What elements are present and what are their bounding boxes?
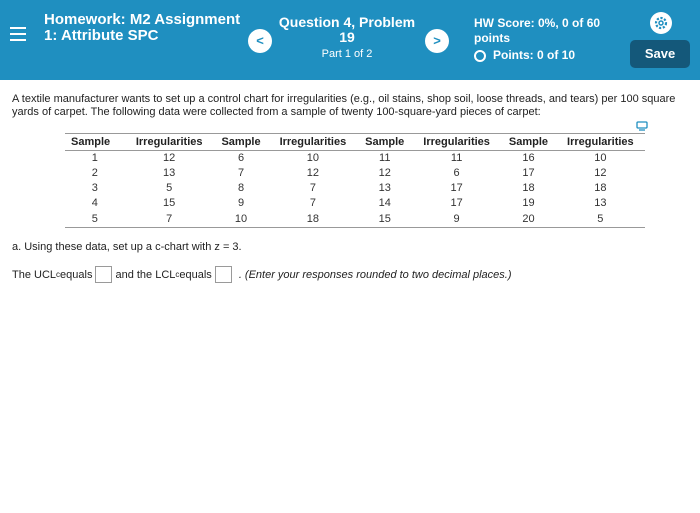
copy-table-icon[interactable] bbox=[636, 121, 648, 131]
settings-gear-button[interactable] bbox=[650, 12, 672, 34]
table-cell: 12 bbox=[163, 152, 176, 165]
table-cell: 17 bbox=[522, 167, 535, 179]
table-cell: 4 bbox=[91, 197, 98, 209]
table-cell: 7 bbox=[309, 197, 316, 209]
column-header: Irregularities bbox=[268, 134, 357, 151]
hw-score: HW Score: 0%, 0 of 60 points bbox=[474, 16, 601, 45]
table-row bbox=[65, 181, 645, 196]
ucl-equals: equals bbox=[60, 268, 93, 281]
table-cell: 19 bbox=[522, 197, 535, 209]
question-info bbox=[272, 15, 422, 60]
column-header: Sample bbox=[501, 134, 555, 151]
table-cell: 10 bbox=[214, 211, 268, 228]
table-cell: 11 bbox=[379, 152, 391, 165]
table-cell: 18 bbox=[594, 182, 607, 194]
table-cell: 18 bbox=[522, 182, 535, 194]
table-cell: 5 bbox=[556, 211, 645, 228]
table-cell: 6 bbox=[237, 152, 245, 165]
table-row bbox=[65, 196, 645, 211]
column-header: Sample bbox=[65, 134, 125, 151]
hamburger-menu-icon[interactable] bbox=[10, 27, 26, 41]
table-cell: 10 bbox=[306, 152, 319, 165]
gear-icon bbox=[653, 15, 669, 31]
table-cell: 7 bbox=[309, 182, 316, 194]
lcl-prefix: and the LCL bbox=[115, 268, 176, 281]
table-cell: 9 bbox=[412, 211, 501, 228]
table-cell: 1 bbox=[91, 152, 98, 165]
table-cell: 7 bbox=[237, 167, 245, 179]
points-label: Points: 0 of 10 bbox=[493, 48, 576, 62]
table-cell: 12 bbox=[306, 167, 319, 179]
previous-question-button[interactable]: < bbox=[248, 29, 272, 53]
table-cell: 16 bbox=[522, 152, 535, 165]
table-header-row bbox=[65, 134, 645, 151]
problem-statement: A textile manufacturer wants to set up a control chart for irregularities (e.g., oil stains, shop soil, loose threads, and tears) per 100 square yards of carpet. The following data were collected from a sample of twenty 100-square-yard pieces of carpet: bbox=[12, 93, 676, 118]
column-header: Sample bbox=[214, 134, 268, 151]
ucl-answer-input[interactable] bbox=[95, 266, 112, 283]
progress-circle-icon bbox=[474, 50, 486, 62]
lcl-answer-input[interactable] bbox=[215, 266, 232, 283]
question-part: Part 1 of 2 bbox=[321, 48, 373, 60]
score-block bbox=[474, 16, 634, 63]
lcl-subscript: c bbox=[175, 270, 180, 279]
homework-title: Homework: M2 Assignment 1: Attribute SPC bbox=[44, 11, 241, 44]
table-cell: 13 bbox=[594, 197, 607, 209]
table-cell: 15 bbox=[163, 197, 176, 209]
table-cell: 17 bbox=[450, 182, 463, 194]
header-bar bbox=[0, 0, 700, 80]
column-header: Sample bbox=[358, 134, 412, 151]
table-cell: 12 bbox=[378, 167, 391, 179]
answer-line bbox=[12, 266, 512, 283]
table-cell: 14 bbox=[378, 197, 391, 209]
table-row bbox=[65, 151, 645, 166]
table-cell: 11 bbox=[450, 152, 463, 165]
table-cell: 20 bbox=[501, 211, 555, 228]
next-question-button[interactable]: > bbox=[425, 29, 449, 53]
lcl-equals: equals bbox=[179, 268, 212, 281]
question-title: Question 4, Problem 19 bbox=[278, 14, 416, 45]
ucl-subscript: c bbox=[56, 270, 61, 279]
column-header: Irregularities bbox=[125, 134, 214, 151]
table-cell: 2 bbox=[91, 167, 98, 179]
column-header: Irregularities bbox=[556, 134, 645, 151]
irregularities-table bbox=[65, 133, 645, 228]
table-cell: 6 bbox=[453, 167, 460, 179]
table-row bbox=[65, 211, 645, 228]
column-header: Irregularities bbox=[412, 134, 501, 151]
table-cell: 12 bbox=[594, 167, 607, 179]
table-cell: 18 bbox=[268, 211, 357, 228]
table-cell: 5 bbox=[166, 182, 173, 194]
save-button[interactable]: Save bbox=[630, 40, 690, 68]
table-cell: 3 bbox=[91, 182, 98, 194]
table-cell: 13 bbox=[378, 182, 391, 194]
table-cell: 5 bbox=[65, 211, 125, 228]
table-cell: 8 bbox=[237, 182, 245, 194]
part-a-instruction: a. Using these data, set up a c-chart with z = 3. bbox=[12, 241, 242, 253]
table-cell: 9 bbox=[237, 197, 245, 209]
ucl-prefix: The UCL bbox=[12, 268, 57, 281]
table-row bbox=[65, 166, 645, 181]
table-cell: 7 bbox=[125, 211, 214, 228]
points-row bbox=[474, 48, 634, 63]
rounding-hint: . (Enter your responses rounded to two decimal places.) bbox=[238, 268, 512, 281]
table-cell: 13 bbox=[163, 167, 176, 179]
table-cell: 10 bbox=[594, 152, 607, 165]
table-cell: 15 bbox=[358, 211, 412, 228]
table-cell: 17 bbox=[450, 197, 463, 209]
